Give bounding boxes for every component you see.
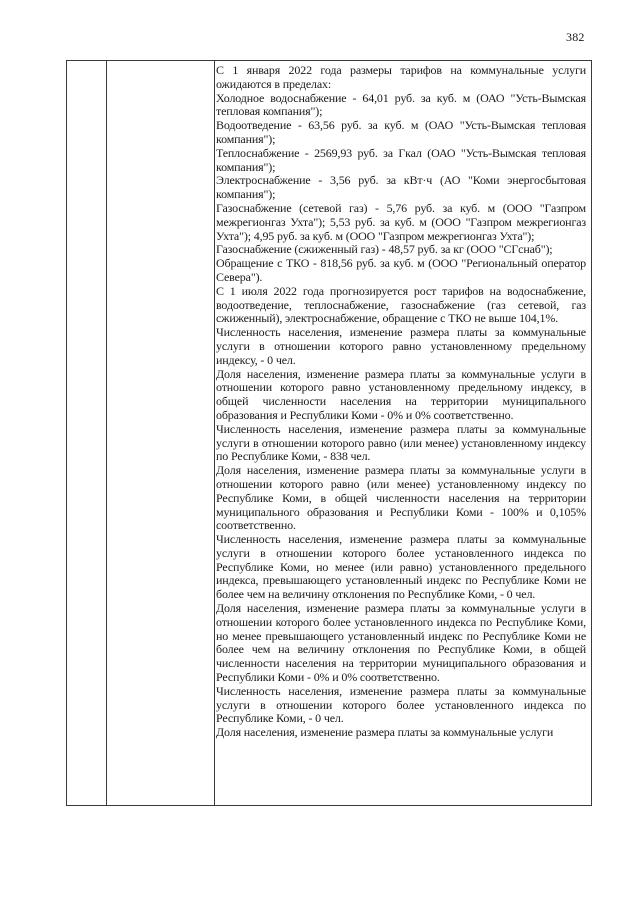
paragraph-water-disposal: Водоотведение - 63,56 руб. за куб. м (ОАО "Усть-Вымская тепловая компания"); xyxy=(216,118,586,146)
paragraph-electricity: Электроснабжение - 3,56 руб. за кВт·ч (АО "Коми энергосбытовая компания"); xyxy=(216,173,586,202)
table-content-cell xyxy=(216,64,586,740)
paragraph-share-within-index: Доля населения, изменение размера платы за коммунальные услуги в отношении которого равно (или менее) установленному индексу по Республике Коми, в общей численности населения на территории муниципального образования и Республики Коми - 100% и 0,105% соответственно. xyxy=(216,463,586,533)
page-number: 382 xyxy=(566,30,585,44)
paragraph-cold-water: Холодное водоснабжение - 64,01 руб. за куб. м (ОАО "Усть-Вымская тепловая компания"); xyxy=(216,90,586,119)
table-column-divider-1 xyxy=(106,61,107,805)
paragraph-population-within-index: Численность населения, изменение размера платы за коммунальные услуги в отношении которого равно (или менее) установленному индексу по Республике Коми, - 838 чел. xyxy=(216,421,586,464)
paragraph-heat-supply: Теплоснабжение - 2569,93 руб. за Гкал (ОАО "Усть-Вымская тепловая компания"); xyxy=(216,145,586,174)
paragraph-solid-waste: Обращение с ТКО - 818,56 руб. за куб. м (ООО "Региональный оператор Севера"). xyxy=(216,256,586,284)
paragraph-population-above-index: Численность населения, изменение размера платы за коммунальные услуги в отношении которого более установленного индекса по Республике Коми, - 0 чел. xyxy=(216,683,586,726)
document-table xyxy=(66,60,592,806)
paragraph-july-forecast: С 1 июля 2022 года прогнозируется рост тарифов на водоснабжение, водоотведение, теплоснабжение, газоснабжение (газ сетевой, газ сжиженный), электроснабжение, обращение с ТКО не выше 104,1%. xyxy=(216,283,586,326)
paragraph-tariffs-intro: С 1 января 2022 года размеры тарифов на коммунальные услуги ожидаются в пределах: xyxy=(216,63,586,91)
paragraph-share-above-index-truncated: Доля населения, изменение размера платы за коммунальные услуги xyxy=(216,725,554,740)
paragraph-population-above-index-within-deviation: Численность населения, изменение размера платы за коммунальные услуги в отношении которого более установленного индекса по Республике Коми, но менее (или равно) установленного предельного индекса, превышающего установленный индекс по Республике Коми не более чем на величину отклонения по Республике Коми, - 0 чел. xyxy=(216,532,586,602)
paragraph-share-equal-limit: Доля населения, изменение размера платы за коммунальные услуги в отношении которого равно установленному предельному индексу, в общей численности населения на территории муниципального образования и Республики Коми - 0% и 0% соответственно. xyxy=(216,366,586,422)
paragraph-liquefied-gas: Газоснабжение (сжиженный газ) - 48,57 руб. за кг (ООО "СГснаб"); xyxy=(216,242,553,257)
table-column-divider-2 xyxy=(214,61,215,805)
paragraph-network-gas: Газоснабжение (сетевой газ) - 5,76 руб. за куб. м (ООО "Газпром межрегионгаз Ухта"); 5,53 руб. за куб. м (ООО "Газпром межрегионгаз Ухта"); 4,95 руб. за куб. м (ООО "Газпром межрегионгаз Ухта"); xyxy=(216,200,586,243)
paragraph-share-above-index-within-deviation: Доля населения, изменение размера платы за коммунальные услуги в отношении которого более установленного индекса по Республике Коми, но менее превышающего установленный индекс по Республике Коми не более чем на величину отклонения по Республике Коми, в общей численности населения на территории муниципального образования и Республики Коми - 0% и 0% соответственно. xyxy=(216,601,586,685)
paragraph-population-equal-limit: Численность населения, изменение размера платы за коммунальные услуги в отношении которого равно установленному предельному индексу, - 0 чел. xyxy=(216,325,586,367)
